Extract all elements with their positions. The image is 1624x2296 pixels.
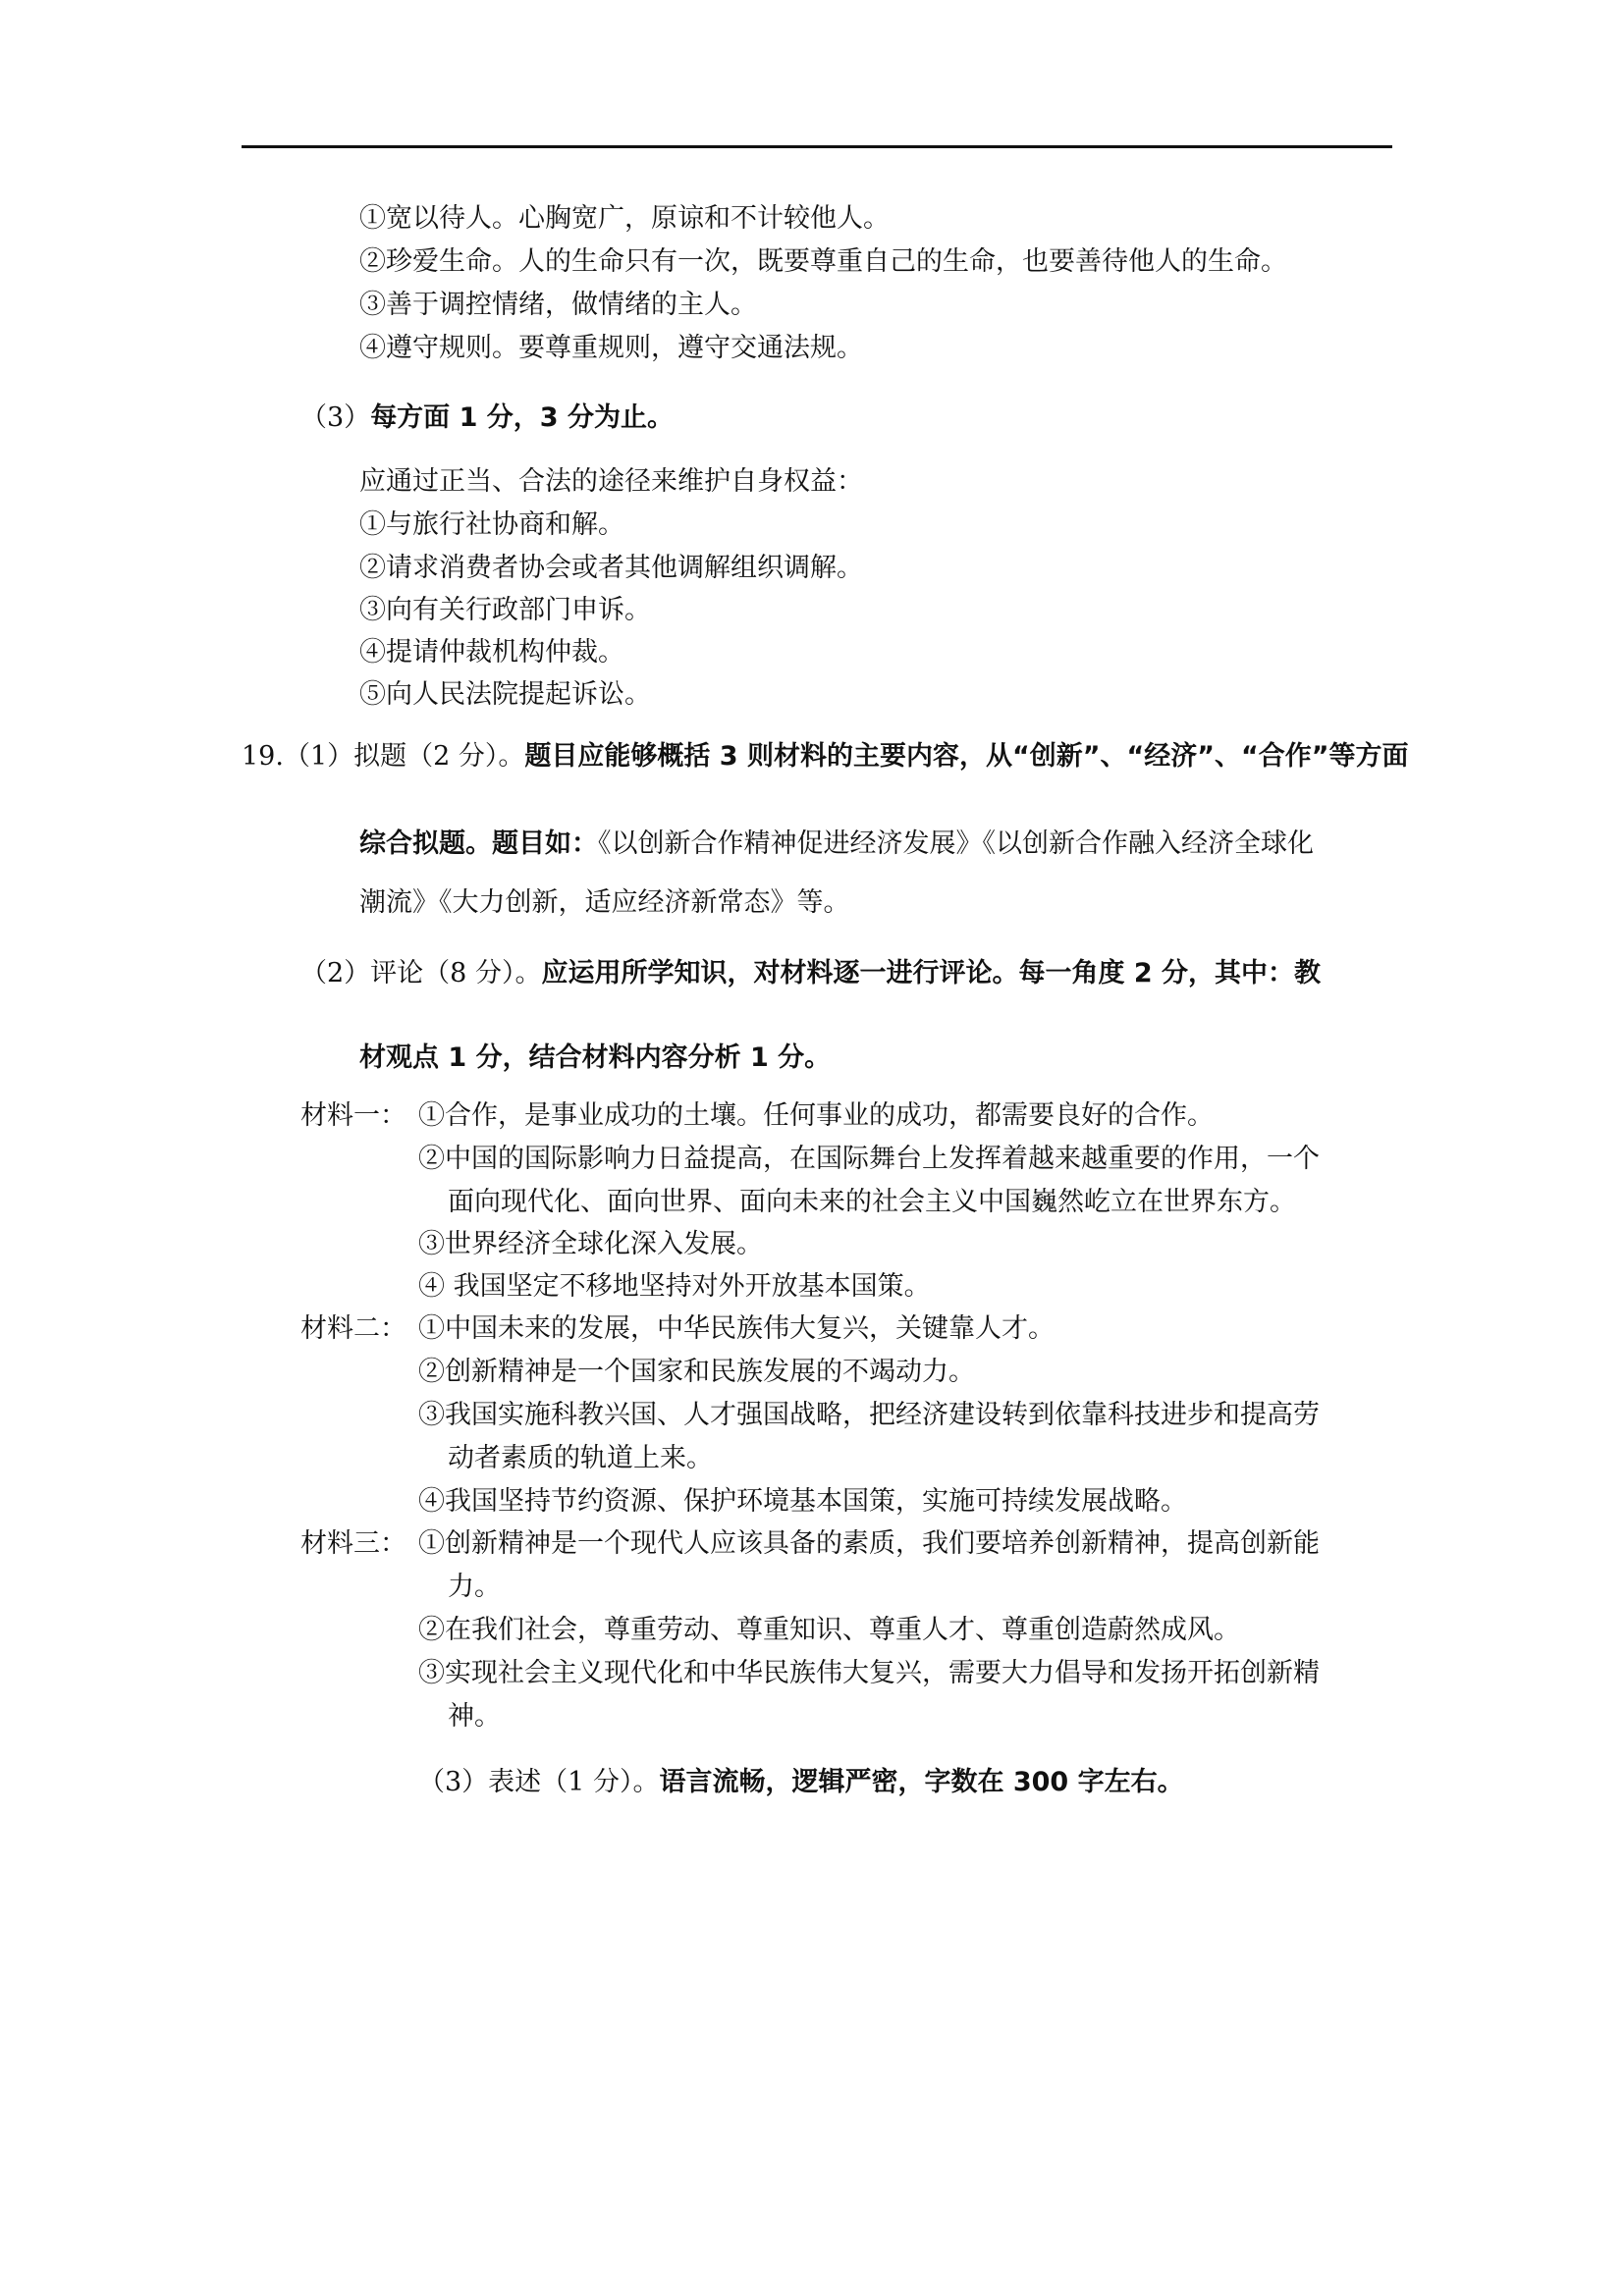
list-item: ③实现社会主义现代化和中华民族伟大复兴，需要大力倡导和发扬开拓创新精 [418,1658,1320,1688]
header-rule [242,145,1392,148]
paragraph-intro: 应通过正当、合法的途径来维护自身权益： [359,466,863,497]
list-item: 动者素质的轨道上来。 [448,1443,713,1473]
list-item: ①与旅行社协商和解。 [359,509,624,540]
q19-part-3: （3）表述（1 分）。语言流畅，逻辑严密，字数在 300 字左右。 [418,1767,1184,1797]
list-item: ①创新精神是一个现代人应该具备的素质，我们要培养创新精神，提高创新能 [418,1528,1320,1559]
list-item: ③善于调控情绪，做情绪的主人。 [359,290,757,320]
list-item: 神。 [448,1701,501,1732]
list-item: ①中国未来的发展，中华民族伟大复兴，关键靠人才。 [418,1313,1055,1344]
list-item: 力。 [448,1572,501,1602]
q19-part-1: 19.（1）拟题（2 分）。题目应能够概括 3 则材料的主要内容，从“创新”、“经济”、“合作”等方面 [242,741,1409,772]
list-item: ②中国的国际影响力日益提高，在国际舞台上发挥着越来越重要的作用，一个 [418,1144,1320,1174]
material-1-label: 材料一： [300,1100,406,1131]
list-item: ①宽以待人。心胸宽广，原谅和不计较他人。 [359,203,890,234]
q19-part-2: （2）评论（8 分）。应运用所学知识，对材料逐一进行评论。每一角度 2 分，其中：教 [300,958,1322,988]
list-item: ②创新精神是一个国家和民族发展的不竭动力。 [418,1357,975,1387]
q19-part-1-cont: 综合拟题。题目如：《以创新合作精神促进经济发展》《以创新合作融入经济全球化 [359,828,1314,859]
list-item: ④遵守规则。要尊重规则，遵守交通法规。 [359,333,863,363]
list-item: ②珍爱生命。人的生命只有一次，既要尊重自己的生命，也要善待他人的生命。 [359,246,1287,277]
part-3-label: （3）每方面 1 分，3 分为止。 [300,402,674,433]
list-item: ④提请仲裁机构仲裁。 [359,637,624,667]
material-2-label: 材料二： [300,1313,406,1344]
list-item: ④ 我国坚定不移地坚持对外开放基本国策。 [418,1271,931,1302]
list-item: ③向有关行政部门申诉。 [359,595,651,625]
list-item: ①合作，是事业成功的土壤。任何事业的成功，都需要良好的合作。 [418,1100,1214,1131]
list-item: ④我国坚持节约资源、保护环境基本国策，实施可持续发展战略。 [418,1486,1187,1517]
scoring-rule: 每方面 1 分，3 分为止。 [370,402,674,433]
q19-part-2-cont: 材观点 1 分，结合材料内容分析 1 分。 [359,1042,832,1073]
material-3-label: 材料三： [300,1528,406,1559]
list-item: ②在我们社会，尊重劳动、尊重知识、尊重人才、尊重创造蔚然成风。 [418,1615,1240,1645]
list-item: 面向现代化、面向世界、面向未来的社会主义中国巍然屹立在世界东方。 [448,1187,1296,1217]
list-item: ②请求消费者协会或者其他调解组织调解。 [359,553,863,583]
q19-part-1-examples: 潮流》《大力创新，适应经济新常态》等。 [359,887,850,918]
list-item: ③世界经济全球化深入发展。 [418,1229,763,1259]
list-item: ⑤向人民法院提起诉讼。 [359,679,651,710]
list-item: ③我国实施科教兴国、人才强国战略，把经济建设转到依靠科技进步和提高劳 [418,1400,1320,1430]
